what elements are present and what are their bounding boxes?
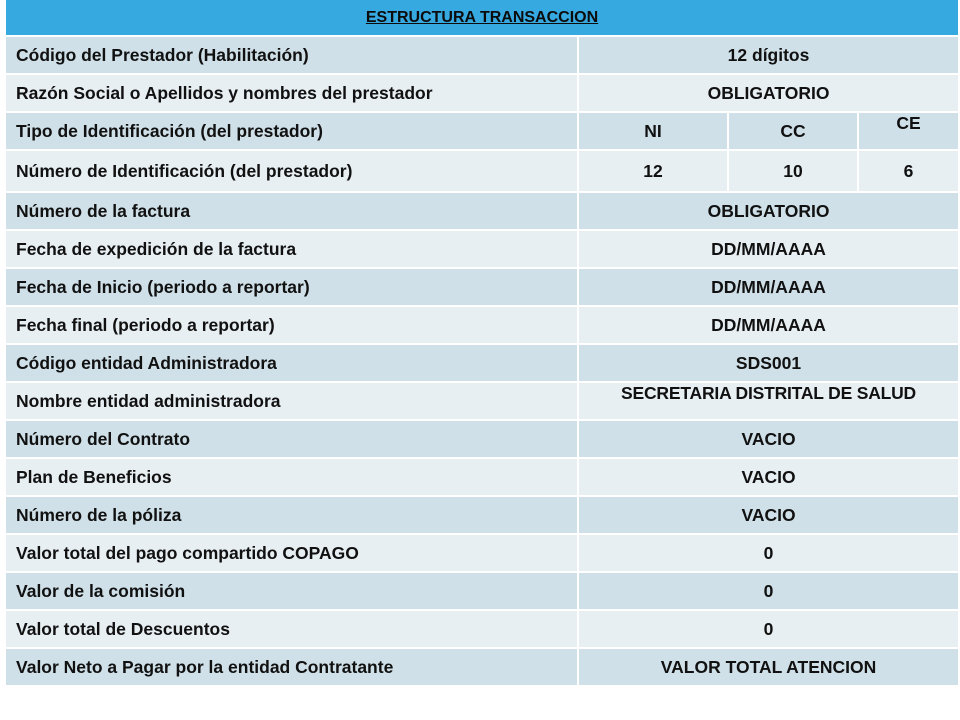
- row-label: Código del Prestador (Habilitación): [5, 36, 578, 74]
- row-value: 0: [578, 534, 959, 572]
- row-value: VALOR TOTAL ATENCION: [578, 648, 959, 686]
- row-label: Valor total del pago compartido COPAGO: [5, 534, 578, 572]
- table-row: [5, 112, 959, 150]
- table-row: [5, 268, 959, 306]
- row-value: SECRETARIA DISTRITAL DE SALUD: [578, 382, 959, 420]
- table-row: [5, 648, 959, 686]
- row-value: VACIO: [578, 496, 959, 534]
- row-value: SDS001: [578, 344, 959, 382]
- transaction-structure-slide: [4, 0, 958, 720]
- id-length-cc: 10: [728, 150, 858, 192]
- table-row: [5, 74, 959, 112]
- table-row: [5, 230, 959, 268]
- table-title: ESTRUCTURA TRANSACCION: [5, 0, 959, 36]
- row-value: DD/MM/AAAA: [578, 306, 959, 344]
- table-header-row: [5, 0, 959, 36]
- row-label: Fecha de Inicio (periodo a reportar): [5, 268, 578, 306]
- row-value: OBLIGATORIO: [578, 192, 959, 230]
- row-value: OBLIGATORIO: [578, 74, 959, 112]
- table-row: [5, 420, 959, 458]
- row-label: Fecha final (periodo a reportar): [5, 306, 578, 344]
- row-label: Fecha de expedición de la factura: [5, 230, 578, 268]
- id-type-ce: CE: [858, 112, 959, 150]
- row-label: Valor de la comisión: [5, 572, 578, 610]
- row-label: Nombre entidad administradora: [5, 382, 578, 420]
- row-label: Razón Social o Apellidos y nombres del prestador: [5, 74, 578, 112]
- row-label: Valor total de Descuentos: [5, 610, 578, 648]
- table-row: [5, 610, 959, 648]
- id-length-ce: 6: [858, 150, 959, 192]
- row-label: Valor Neto a Pagar por la entidad Contratante: [5, 648, 578, 686]
- id-type-ni: NI: [578, 112, 728, 150]
- row-label: Tipo de Identificación (del prestador): [5, 112, 578, 150]
- table-row: [5, 534, 959, 572]
- table-row: [5, 458, 959, 496]
- row-value: 12 dígitos: [578, 36, 959, 74]
- row-label: Número de la póliza: [5, 496, 578, 534]
- row-label: Código entidad Administradora: [5, 344, 578, 382]
- row-label: Número de la factura: [5, 192, 578, 230]
- table-row: [5, 192, 959, 230]
- table-row: [5, 572, 959, 610]
- row-value: DD/MM/AAAA: [578, 268, 959, 306]
- row-value: VACIO: [578, 420, 959, 458]
- row-value: DD/MM/AAAA: [578, 230, 959, 268]
- table-row: [5, 496, 959, 534]
- row-value: 0: [578, 572, 959, 610]
- table-row: [5, 382, 959, 420]
- table-row: [5, 150, 959, 192]
- row-value: VACIO: [578, 458, 959, 496]
- row-label: Plan de Beneficios: [5, 458, 578, 496]
- id-type-cc: CC: [728, 112, 858, 150]
- row-value: 0: [578, 610, 959, 648]
- table-row: [5, 36, 959, 74]
- table-row: [5, 306, 959, 344]
- table-row: [5, 344, 959, 382]
- transaction-structure-table: [4, 0, 960, 687]
- row-label: Número del Contrato: [5, 420, 578, 458]
- row-label: Número de Identificación (del prestador): [5, 150, 578, 192]
- id-length-ni: 12: [578, 150, 728, 192]
